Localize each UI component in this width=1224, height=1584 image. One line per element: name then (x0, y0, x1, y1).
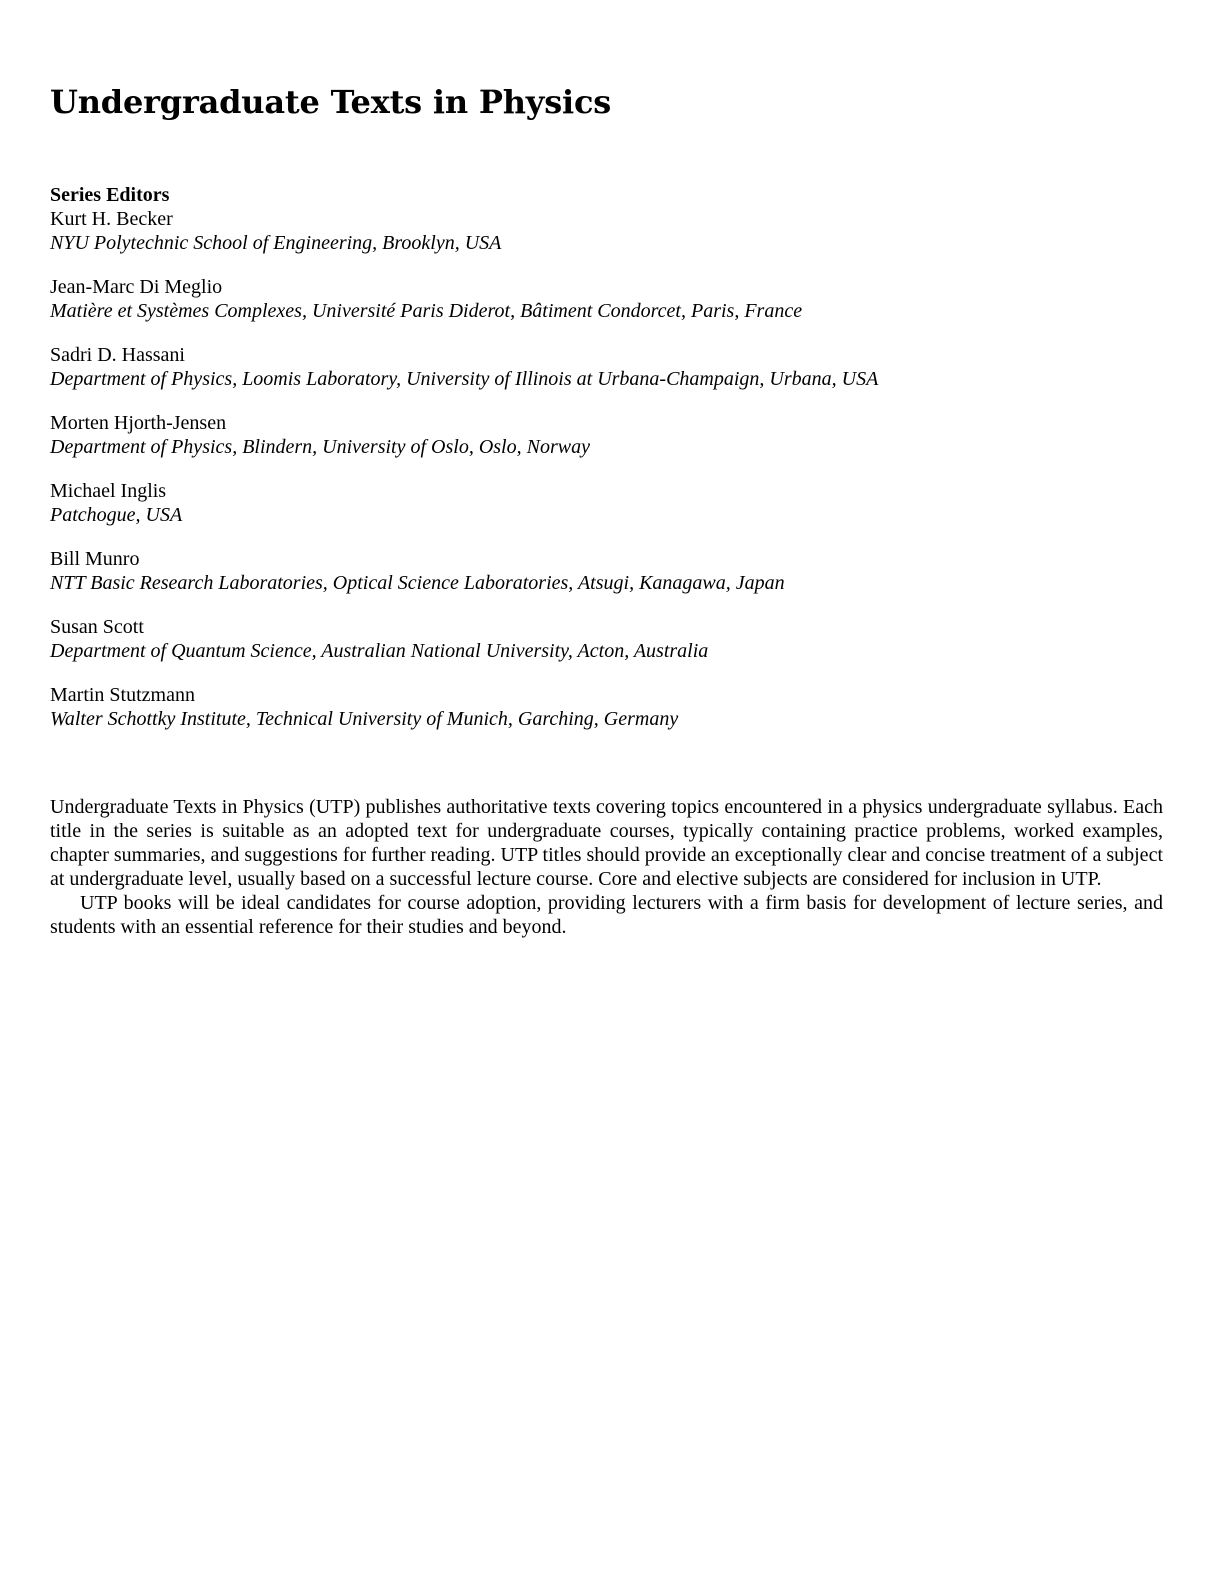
editor-affiliation: Patchogue, USA (50, 504, 183, 526)
editor-name: Bill Munro (50, 548, 140, 570)
editor-entry-di-meglio (50, 275, 1170, 323)
editor-entry-hjorth-jensen (50, 411, 1170, 459)
series-editors-section (50, 183, 1170, 751)
description-paragraph-2: UTP books will be ideal candidates for course adoption, providing lecturers with a firm basis for development of lecture series, and students with an essential reference for their studies and beyond. (50, 892, 1163, 938)
editor-entry-scott (50, 615, 1170, 663)
editor-name: Jean-Marc Di Meglio (50, 276, 223, 298)
editor-name: Michael Inglis (50, 480, 167, 502)
editor-affiliation: Matière et Systèmes Complexes, Université Paris Diderot, Bâtiment Condorcet, Paris, France (50, 300, 803, 322)
editor-name: Susan Scott (50, 616, 144, 638)
editor-entry-munro (50, 547, 1170, 595)
description-paragraph-1: Undergraduate Texts in Physics (UTP) publishes authoritative texts covering topics encountered in a physics undergraduate syllabus. Each title in the series is suitable as an adopted text for undergraduate courses, typically containing practice problems, worked examples, chapter summaries, and suggestions for further reading. UTP titles should provide an exceptionally clear and concise treatment of a subject at undergraduate level, usually based on a successful lecture course. Core and elective subjects are considered for inclusion in UTP. (50, 796, 1163, 890)
editor-affiliation: Department of Quantum Science, Australian National University, Acton, Australia (50, 640, 709, 662)
editor-entry-hassani (50, 343, 1170, 391)
editor-entry-becker (50, 207, 1170, 255)
editor-entry-stutzmann (50, 683, 1170, 731)
editor-name: Sadri D. Hassani (50, 344, 185, 366)
editor-affiliation: NYU Polytechnic School of Engineering, Brooklyn, USA (50, 232, 502, 254)
editor-affiliation: NTT Basic Research Laboratories, Optical Science Laboratories, Atsugi, Kanagawa, Japan (50, 572, 785, 594)
editor-affiliation: Department of Physics, Loomis Laboratory, University of Illinois at Urbana-Champaign, Urbana, USA (50, 368, 879, 390)
editor-affiliation: Walter Schottky Institute, Technical University of Munich, Garching, Germany (50, 708, 679, 730)
editor-entry-inglis (50, 479, 1170, 527)
editor-name: Morten Hjorth-Jensen (50, 412, 227, 434)
editor-name: Martin Stutzmann (50, 684, 195, 706)
editor-name: Kurt H. Becker (50, 208, 173, 230)
series-title: Undergraduate Texts in Physics (50, 83, 612, 121)
series-description (50, 795, 1163, 939)
series-editors-heading: Series Editors (50, 184, 170, 206)
editor-affiliation: Department of Physics, Blindern, University of Oslo, Oslo, Norway (50, 436, 590, 458)
